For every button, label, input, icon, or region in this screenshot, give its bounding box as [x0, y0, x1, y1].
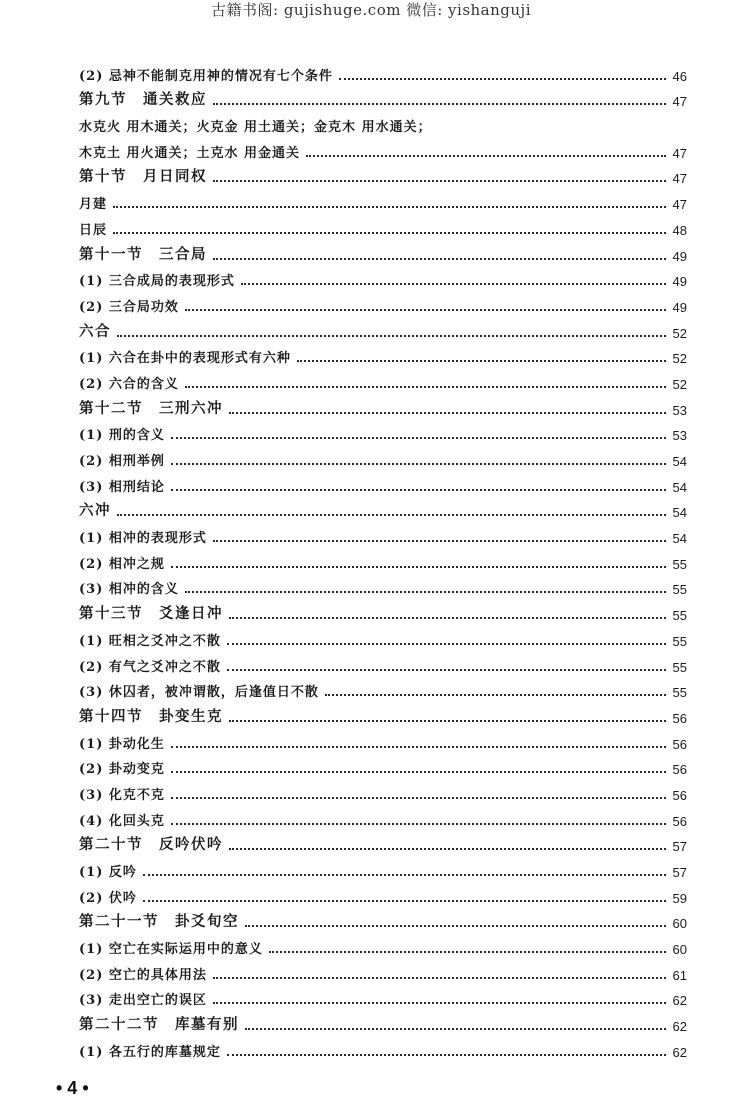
- toc-entry-title: 木克土 用火通关；土克水 用金通关: [79, 145, 301, 161]
- toc-entry-title: (2) 有气之爻冲之不散: [79, 659, 221, 675]
- page-number: • 4 •: [56, 1078, 89, 1098]
- dot-leader: [171, 823, 666, 825]
- toc-entry-title: (2) 忌神不能制克用神的情况有七个条件: [79, 68, 333, 84]
- toc-entry-title: (2) 相刑举例: [79, 454, 165, 469]
- dot-leader: [245, 925, 666, 927]
- toc-section-heading: [79, 703, 687, 729]
- toc-entry-title: (3) 走出空亡的误区: [79, 993, 207, 1009]
- toc-entry-title: (3) 相冲的含义: [79, 582, 179, 598]
- toc-entry: [79, 472, 687, 498]
- dot-leader: [113, 206, 666, 208]
- dot-leader: [213, 540, 666, 542]
- toc-entry-page: 48: [672, 222, 687, 238]
- toc-entry: [79, 1037, 687, 1063]
- toc-entry-page: 52: [672, 325, 687, 341]
- toc-entry-page: 56: [672, 736, 687, 752]
- toc-entry: [79, 678, 687, 704]
- dot-leader: [171, 566, 666, 568]
- toc-entry: [79, 112, 687, 138]
- toc-section-heading: [79, 909, 687, 935]
- dot-leader: [213, 977, 666, 979]
- toc-entry-page: 49: [672, 299, 687, 315]
- dot-leader: [227, 1054, 666, 1056]
- toc-entry-page: 57: [672, 865, 687, 880]
- toc-entry-title: 第九节 通关救应: [79, 91, 207, 109]
- toc-entry: [79, 549, 687, 575]
- toc-entry-title: 第十一节 三合局: [79, 245, 207, 263]
- dot-leader: [227, 669, 666, 671]
- toc-entry-page: 49: [672, 274, 687, 290]
- toc-section-heading: [79, 498, 687, 524]
- toc-entry-page: 54: [672, 531, 687, 547]
- dot-leader: [227, 643, 666, 645]
- toc-entry-page: 54: [672, 454, 687, 469]
- toc-entry: [79, 215, 687, 241]
- toc-entry-title: 第十三节 爻逢日冲: [79, 605, 223, 623]
- toc-entry-page: 62: [672, 1019, 687, 1035]
- toc-entry-title: (1) 反吟: [79, 865, 137, 880]
- dot-leader: [325, 694, 666, 696]
- toc-entry-page: 56: [672, 762, 687, 778]
- toc-entry: [79, 369, 687, 395]
- toc-entry: [79, 780, 687, 806]
- dot-leader: [171, 437, 666, 439]
- dot-leader: [171, 463, 666, 465]
- toc-entry: [79, 857, 687, 883]
- dot-leader: [213, 1002, 666, 1004]
- watermark-text: 古籍书阁: gujishuge.com 微信: yishanguji: [211, 1, 531, 19]
- toc-entry-page: 46: [672, 68, 687, 84]
- dot-leader: [185, 386, 666, 388]
- toc-entry-page: 62: [672, 993, 687, 1009]
- toc-entry-title: (2) 空亡的具体用法: [79, 967, 207, 983]
- dot-leader: [245, 1028, 666, 1030]
- toc-entry-title: (4) 化回头克: [79, 813, 165, 829]
- toc-entry: [79, 523, 687, 549]
- toc-entry: [79, 61, 687, 87]
- toc-entry-page: 59: [672, 890, 687, 906]
- dot-leader: [229, 617, 666, 619]
- toc-entry-title: 第二十二节 库墓有别: [79, 1016, 239, 1034]
- toc-entry-title: (1) 相冲的表现形式: [79, 531, 207, 547]
- toc-section-heading: [79, 395, 687, 421]
- dot-leader: [213, 258, 666, 260]
- toc-entry-page: 55: [672, 582, 687, 598]
- toc-entry-title: (2) 三合局功效: [79, 299, 179, 315]
- dot-leader: [143, 874, 666, 876]
- dot-leader: [213, 180, 666, 182]
- toc-entry-page: 55: [672, 633, 687, 649]
- toc-entry-page: 47: [672, 197, 687, 213]
- toc-entry-page: 62: [672, 1044, 687, 1060]
- toc-entry-title: 第二十节 反吟伏吟: [79, 836, 223, 854]
- toc-entry-title: (1) 空亡在实际运用中的意义: [79, 942, 263, 958]
- toc-entry-page: 55: [672, 659, 687, 675]
- dot-leader: [171, 746, 666, 748]
- toc-entry-page: 49: [672, 248, 687, 264]
- toc-entry: [79, 883, 687, 909]
- toc-entry-title: (1) 卦动化生: [79, 736, 165, 752]
- toc-entry-title: (2) 六合的含义: [79, 376, 179, 392]
- toc-entry: [79, 755, 687, 781]
- toc-entry-title: (1) 旺相之爻冲之不散: [79, 633, 221, 649]
- dot-leader: [171, 771, 666, 773]
- toc-entry-title: (2) 伏吟: [79, 890, 137, 906]
- toc-entry-title: (2) 相冲之规: [79, 556, 165, 572]
- toc-entry-page: 47: [672, 94, 687, 110]
- toc-entry: [79, 960, 687, 986]
- toc-entry-title: 月建: [79, 197, 108, 213]
- toc-section-heading: [79, 832, 687, 858]
- toc-entry-page: 54: [672, 479, 687, 495]
- toc-section-heading: [79, 318, 687, 344]
- toc-entry-title: 六冲: [79, 502, 111, 520]
- toc-entry-page: 52: [672, 351, 687, 367]
- toc-entry: [79, 446, 687, 472]
- dot-leader: [171, 797, 666, 799]
- toc-entry-title: (1) 各五行的库墓规定: [79, 1044, 221, 1060]
- toc-entry-title: (3) 化克不克: [79, 787, 165, 803]
- dot-leader: [297, 360, 666, 362]
- toc-entry: [79, 138, 687, 164]
- dot-leader: [339, 78, 666, 80]
- toc-entry-page: 57: [672, 839, 687, 855]
- toc-entry-page: 55: [672, 685, 687, 701]
- toc-entry-title: (1) 六合在卦中的表现形式有六种: [79, 351, 291, 367]
- toc-entry-page: 53: [672, 428, 687, 444]
- toc-entry: [79, 421, 687, 447]
- dot-leader: [113, 232, 666, 234]
- toc-entry-title: 日辰: [79, 222, 108, 238]
- toc-entry-page: 56: [672, 710, 687, 726]
- toc-section-heading: [79, 600, 687, 626]
- toc-entry-title: 第十四节 卦变生克: [79, 707, 223, 725]
- dot-leader: [306, 155, 666, 157]
- dot-leader: [229, 848, 666, 850]
- toc-entry-page: 60: [672, 942, 687, 958]
- toc-section-heading: [79, 1011, 687, 1037]
- dot-leader: [171, 489, 666, 491]
- toc-entry-title: (3) 相刑结论: [79, 479, 165, 495]
- toc-entry: [79, 575, 687, 601]
- toc-entry: [79, 652, 687, 678]
- dot-leader: [185, 309, 666, 311]
- toc-section-heading: [79, 87, 687, 113]
- toc-entry-title: 水克火 用木通关；火克金 用土通关；金克木 用水通关；: [79, 120, 432, 136]
- toc-entry: [79, 344, 687, 370]
- toc-entry-page: 53: [672, 402, 687, 418]
- dot-leader: [117, 514, 666, 516]
- toc-section-heading: [79, 164, 687, 190]
- toc-entry-title: 第十节 月日同权: [79, 168, 207, 186]
- toc-section-heading: [79, 241, 687, 267]
- toc-entry: [79, 626, 687, 652]
- toc-entry-title: (1) 三合成局的表现形式: [79, 274, 235, 290]
- toc-entry: [79, 934, 687, 960]
- dot-leader: [143, 900, 666, 902]
- table-of-contents: [79, 61, 687, 1063]
- dot-leader: [269, 951, 666, 953]
- toc-entry: [79, 986, 687, 1012]
- dot-leader: [229, 412, 666, 414]
- toc-entry-title: (2) 卦动变克: [79, 762, 165, 778]
- toc-entry-page: 61: [672, 967, 687, 983]
- toc-entry: [79, 292, 687, 318]
- dot-leader: [185, 591, 666, 593]
- toc-entry-page: 54: [672, 505, 687, 521]
- toc-entry-title: 第二十一节 卦爻旬空: [79, 913, 239, 931]
- toc-entry-title: 六合: [79, 322, 111, 340]
- toc-entry-page: 55: [672, 556, 687, 572]
- toc-entry-page: 56: [672, 813, 687, 829]
- toc-entry-page: 47: [672, 171, 687, 187]
- toc-entry-page: 47: [672, 145, 687, 161]
- toc-entry: [79, 267, 687, 293]
- toc-entry-title: (3) 休囚者，被冲谓散，后逢值日不散: [79, 685, 319, 701]
- toc-entry: [79, 806, 687, 832]
- toc-entry: [79, 189, 687, 215]
- toc-entry-page: 52: [672, 376, 687, 392]
- dot-leader: [213, 103, 666, 105]
- dot-leader: [241, 283, 666, 285]
- toc-entry-page: 55: [672, 608, 687, 624]
- toc-entry-title: (1) 刑的含义: [79, 428, 165, 444]
- toc-entry-page: 56: [672, 787, 687, 803]
- toc-entry: [79, 729, 687, 755]
- toc-entry-page: 60: [672, 916, 687, 932]
- toc-entry-title: 第十二节 三刑六冲: [79, 399, 223, 417]
- dot-leader: [229, 720, 666, 722]
- dot-leader: [117, 335, 666, 337]
